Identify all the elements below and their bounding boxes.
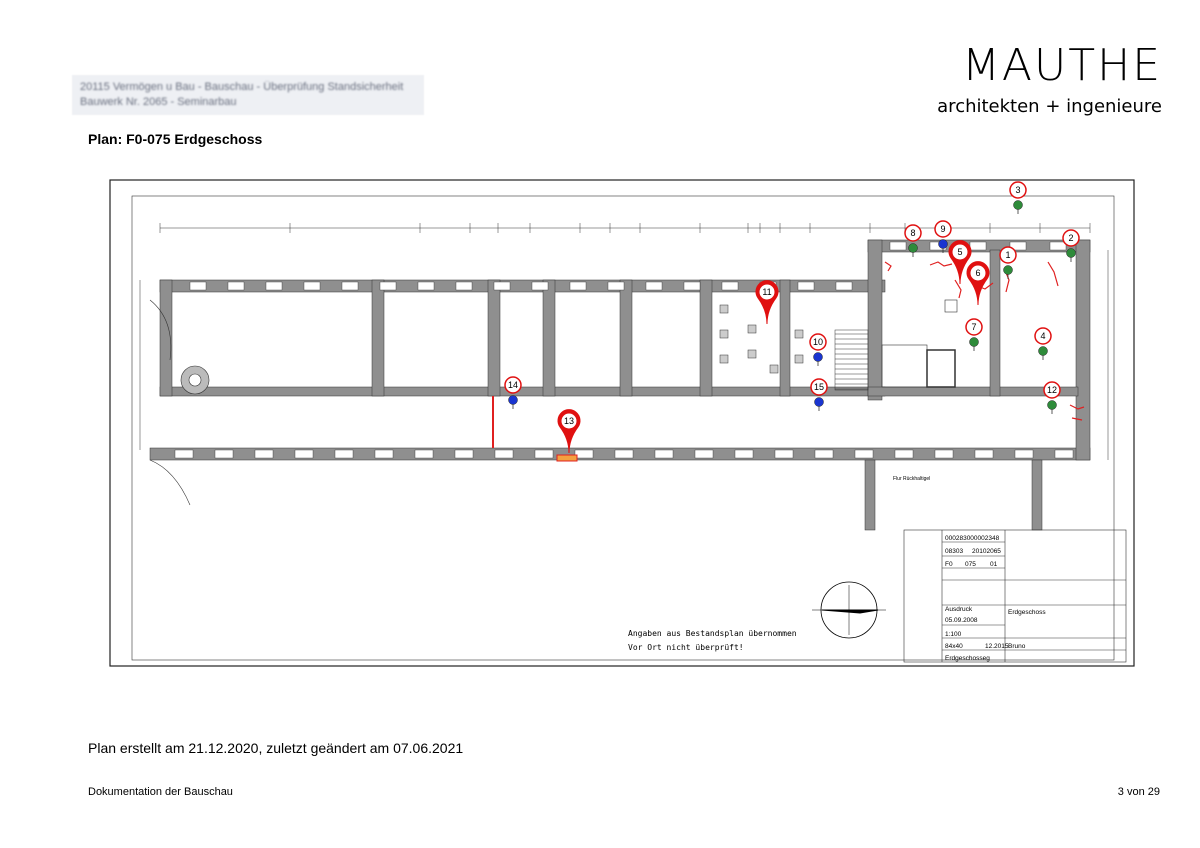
marker-13[interactable] <box>558 410 580 453</box>
spiral-staircase <box>181 366 209 394</box>
plan-v: 01 <box>990 561 998 568</box>
drawing-frame-outer <box>110 180 1134 666</box>
damage-zone-13 <box>557 455 577 461</box>
marker-number: 14 <box>507 380 519 390</box>
marker-number: 3 <box>1015 185 1021 195</box>
author: Bruno <box>1008 643 1026 650</box>
marker-number: 15 <box>813 382 825 392</box>
company-logo-subtitle: architekten + ingenieure <box>937 96 1162 117</box>
survey-note-line-2: Vor Ort nicht überprüft! <box>628 643 744 652</box>
marker-11[interactable] <box>756 281 778 324</box>
marker-12[interactable] <box>1044 382 1060 414</box>
marker-10[interactable] <box>810 334 826 366</box>
main-staircase <box>835 330 868 390</box>
marker-number: 12 <box>1046 385 1058 395</box>
marker-number: 13 <box>563 416 575 426</box>
sanitary-fixtures <box>720 305 803 373</box>
marker-number: 6 <box>975 268 981 278</box>
format: 84x40 <box>945 643 963 650</box>
plan-f: F0 <box>945 561 953 568</box>
sheet-name: Erdgeschoss <box>1008 609 1046 616</box>
scale: 1:100 <box>945 631 962 638</box>
marker-number: 2 <box>1068 233 1074 243</box>
marker-number: 10 <box>812 337 824 347</box>
marker-4[interactable] <box>1035 328 1051 360</box>
marker-number: 1 <box>1005 250 1011 260</box>
title-block-text <box>945 535 1046 662</box>
marker-number: 8 <box>910 228 916 238</box>
north-arrow-icon <box>812 582 886 638</box>
plan-date-note: Plan erstellt am 21.12.2020, zuletzt geändert am 07.06.2021 <box>88 740 464 756</box>
blurred-project-line-2: Bauwerk Nr. 2065 - Seminarbau <box>80 96 237 108</box>
marker-number: 4 <box>1040 331 1046 341</box>
drawing-frame-inner <box>132 196 1114 660</box>
company-logo: MAUTHE <box>961 40 1162 91</box>
page-number: 3 von 29 <box>1117 786 1160 798</box>
corridor-label: Flur Rückhaltigel <box>893 476 931 482</box>
survey-note-line-1: Angaben aus Bestandsplan übernommen <box>628 629 797 638</box>
document-title: Dokumentation der Bauschau <box>88 786 233 798</box>
plan-n: 075 <box>965 561 976 568</box>
east-wing-rooms <box>882 300 957 387</box>
year: 12.2015 <box>985 643 1009 650</box>
marker-number: 9 <box>940 224 946 234</box>
doc-number: 000283000002348 <box>945 535 1000 542</box>
label-ausdruck: Ausdruck <box>945 606 973 613</box>
marker-number: 5 <box>957 247 963 257</box>
windows-south <box>175 450 1073 458</box>
marker-number: 11 <box>762 287 772 297</box>
marker-7[interactable] <box>966 319 982 351</box>
code-1: 08303 <box>945 548 964 555</box>
marker-6[interactable] <box>967 262 989 305</box>
marker-number: 7 <box>971 322 977 332</box>
code-2: 20102065 <box>972 548 1001 555</box>
plan-title: Plan: F0-075 Erdgeschoss <box>88 131 263 147</box>
bottom-label: Erdgeschosseg <box>945 655 990 662</box>
blurred-project-line-1: 20115 Vermögen u Bau - Bauschau - Überprüfung Standsicherheit <box>80 81 404 93</box>
marker-3[interactable] <box>1010 182 1026 214</box>
date: 05.09.2008 <box>945 617 978 624</box>
marker-1[interactable] <box>1000 247 1016 279</box>
